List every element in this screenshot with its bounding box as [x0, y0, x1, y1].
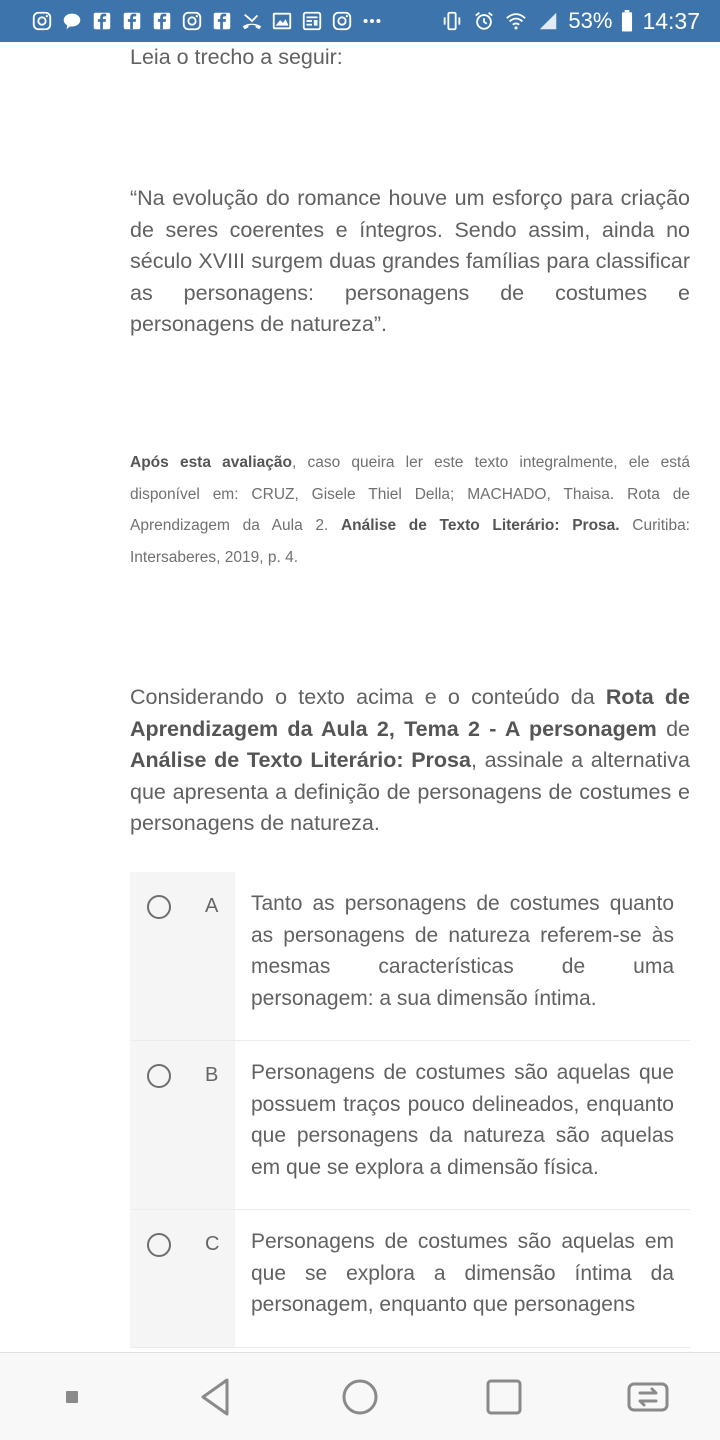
menu-dot-icon[interactable]: [42, 1367, 102, 1427]
facebook-icon: [150, 9, 174, 33]
back-icon[interactable]: [186, 1367, 246, 1427]
radio-button-c[interactable]: [147, 1233, 171, 1257]
wifi-icon: [504, 9, 528, 33]
option-text[interactable]: Personagens de costumes são aquelas em que se explora a dimensão íntima da personagem, enquanto que personagens: [235, 1210, 690, 1347]
prompt-bold-2: Análise de Texto Literário: Prosa: [130, 748, 471, 772]
navigation-bar: [0, 1352, 720, 1440]
option-letter: A: [205, 895, 219, 917]
news-icon: [300, 9, 324, 33]
reference-body-1: , caso queira ler este texto integralmente, ele está disponível em: CRUZ, Gisele Thiel Della; MACHADO, Thaisa. Rota de Aprendizagem da Aula 2.: [130, 454, 690, 535]
instagram-icon: [330, 9, 354, 33]
option-a-selector[interactable]: [130, 872, 235, 1040]
missed-call-icon: [240, 9, 264, 33]
option-c[interactable]: [130, 1210, 690, 1348]
option-b-selector[interactable]: [130, 1041, 235, 1209]
question-content[interactable]: [0, 42, 720, 1352]
more-icon: [360, 9, 384, 33]
option-text[interactable]: Personagens de costumes são aquelas que possuem traços pouco delineados, enquanto que personagens da natureza são aquelas em que se explora a dimensão física.: [235, 1041, 690, 1209]
signal-icon: [536, 9, 560, 33]
reference-bold-lead: Após esta avaliação: [130, 454, 292, 471]
option-b[interactable]: [130, 1041, 690, 1210]
switch-apps-icon[interactable]: [618, 1367, 678, 1427]
recents-icon[interactable]: [474, 1367, 534, 1427]
image-icon: [270, 9, 294, 33]
facebook-icon: [210, 9, 234, 33]
option-c-selector[interactable]: [130, 1210, 235, 1347]
option-text[interactable]: Tanto as personagens de costumes quanto as personagens de natureza referem-se às mesmas características de uma personagem: a sua dimensão íntima.: [235, 872, 690, 1040]
instagram-icon: [180, 9, 204, 33]
prompt-text-1: Considerando o texto acima e o conteúdo da: [130, 685, 606, 709]
system-status: [440, 8, 700, 35]
reference-book-title: Análise de Texto Literário: Prosa.: [340, 517, 620, 535]
home-icon[interactable]: [330, 1367, 390, 1427]
facebook-icon: [90, 9, 114, 33]
reference-body-2: Curitiba: Intersaberes, 2019, p. 4.: [130, 517, 690, 567]
option-a[interactable]: [130, 872, 690, 1041]
radio-button-a[interactable]: [147, 895, 171, 919]
facebook-icon: [120, 9, 144, 33]
radio-button-b[interactable]: [147, 1064, 171, 1088]
prompt-bold-1: Rota de Aprendizagem da Aula 2, Tema 2 - A personagem: [130, 685, 691, 741]
notification-icons: [30, 9, 440, 33]
battery-percent: 53%: [568, 8, 613, 33]
vibrate-icon: [440, 9, 464, 33]
reference-text: [130, 447, 690, 574]
option-letter: C: [205, 1233, 220, 1255]
instagram-icon: [30, 9, 54, 33]
chat-icon: [60, 9, 84, 33]
battery-icon: [620, 9, 634, 33]
answer-options: [130, 872, 690, 1348]
quote-text: “Na evolução do romance houve um esforço para criação de seres coerentes e íntegros. Sendo assim, ainda no século XVIII surgem duas grandes famílias para classificar as personagens: personagens de costumes e personagens de natureza”.: [130, 186, 690, 336]
clock: 14:37: [642, 7, 700, 34]
option-letter: B: [205, 1064, 219, 1086]
prompt-text-3: , assinale a alternativa que apresenta a definição de personagens de costumes e personagens de natureza.: [130, 748, 690, 835]
alarm-icon: [472, 9, 496, 33]
prompt-text-2: de: [656, 716, 691, 741]
status-bar: [0, 0, 720, 42]
intro-text: Leia o trecho a seguir:: [130, 45, 343, 69]
question-prompt: [130, 682, 690, 840]
